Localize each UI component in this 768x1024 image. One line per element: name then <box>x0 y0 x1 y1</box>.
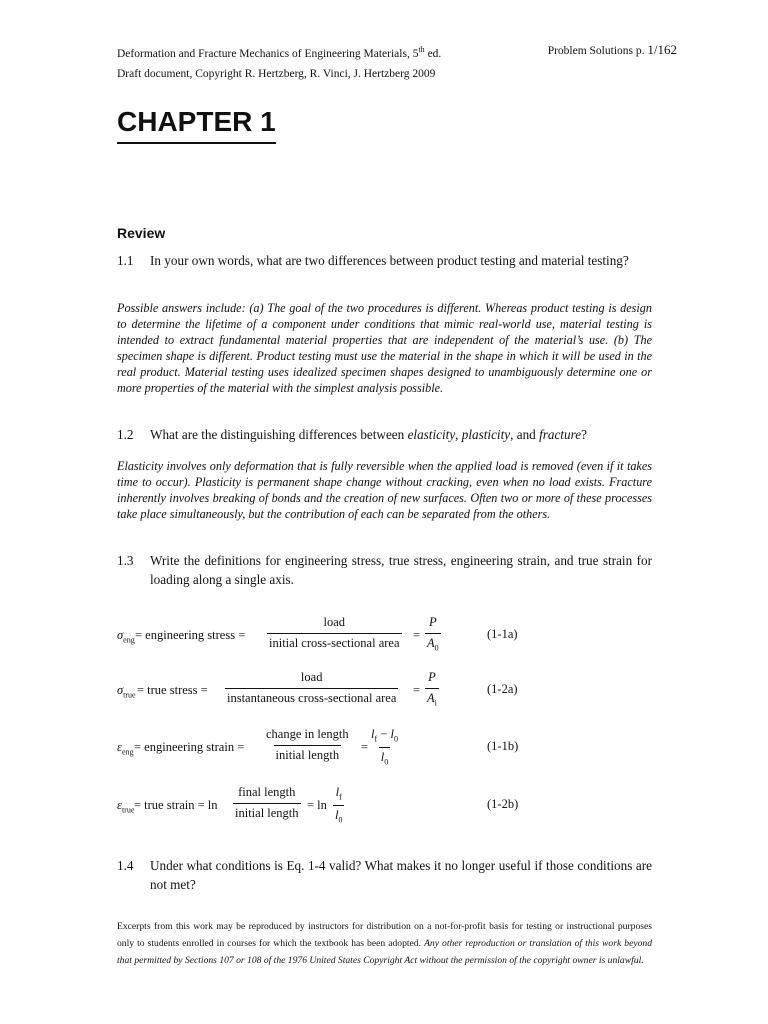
section-title: Review <box>117 225 166 241</box>
draft-notice: Draft document, Copyright R. Hertzberg, R. Vinci, J. Hertzberg 2009 <box>117 67 436 80</box>
equation-label: (1-2a) <box>487 682 518 696</box>
question-text: In your own words, what are two differences between product testing and material testing? <box>150 253 629 268</box>
question-text: What are the distinguishing differences between elasticity, plasticity, and fracture? <box>150 427 587 442</box>
page-number: Problem Solutions p. 1/162 <box>547 42 677 57</box>
question-number: 1.4 <box>117 858 134 873</box>
equation-true-strain: $\varepsilon_{true}$ = true strain = ln final length initial length = ln $\frac{l_f}{l_0}$ (1-2b) <box>117 785 519 824</box>
equation-label: (1-1a) <box>487 627 518 641</box>
page-header <box>117 40 677 84</box>
answer-1-2: Elasticity involves only deformation that is fully reversible when the applied load is removed (even if it takes time to occur). Plasticity is permanent shape change without cracking, even when no load exists. Fracture inherently involves breaking of bonds and the creation of new surfaces. Often two or more of these processes take place simultaneously, but the contribution of each can be separated from the others. <box>117 459 652 521</box>
question-number: 1.3 <box>117 553 134 568</box>
question-1-4 <box>117 856 652 894</box>
question-number: 1.1 <box>117 253 134 268</box>
copyright-footer: Excerpts from this work may be reproduced by instructors for distribution on a not-for-profit basis for testing or instructional purposes only to students enrolled in courses for which the textbook has been adopted. Any other reproduction or translation of this work beyond that permitted by Sections 107 or 108 of the 1976 United States Copyright Act without the permission of the copyright owner is unlawful. <box>117 921 652 966</box>
question-text: Write the definitions for engineering stress, true stress, engineering strain, and true strain for loading along a single axis. <box>150 553 652 587</box>
question-number: 1.2 <box>117 427 134 442</box>
equation-label: (1-2b) <box>487 797 519 811</box>
chapter-title: CHAPTER 1 <box>117 104 276 144</box>
question-1-3 <box>117 551 652 589</box>
question-text: Under what conditions is Eq. 1-4 valid? What makes it no longer useful if those conditions are not met? <box>150 858 652 892</box>
equation-true-stress: $\sigma_{true}$ = true stress = load instantaneous cross-sectional area = $\frac{P}{A_i}$ (1-2a) <box>117 670 518 708</box>
question-1-2 <box>117 425 652 444</box>
answer-1-1: Possible answers include: (a) The goal of the two procedures is different. Whereas product testing is design to determine the lifetime of a component under conditions that mimic real-world use, material testing is intended to extract fundamental material properties that are independent of the material’s use. (b) The specimen shape is different. Product testing must use the material in the shape in which it will be used in the real product. Material testing uses idealized specimen shapes designed to unambiguously determine one or more properties of the material with the simplest analysis possible. <box>117 301 652 395</box>
equation-label: (1-1b) <box>487 739 519 753</box>
equation-engineering-strain: $\varepsilon_{eng}$ = engineering strain = change in length initial length = $\frac{l_f - l_0}{l_0}$ (1-1b) <box>117 727 519 766</box>
book-title: Deformation and Fracture Mechanics of Engineering Materials, 5th ed. <box>117 45 442 60</box>
equation-engineering-stress: $\sigma_{eng}$ = engineering stress = load initial cross-sectional area = $\frac{P}{A_0}$ (1-1a) <box>117 615 518 653</box>
question-1-1 <box>117 251 652 270</box>
